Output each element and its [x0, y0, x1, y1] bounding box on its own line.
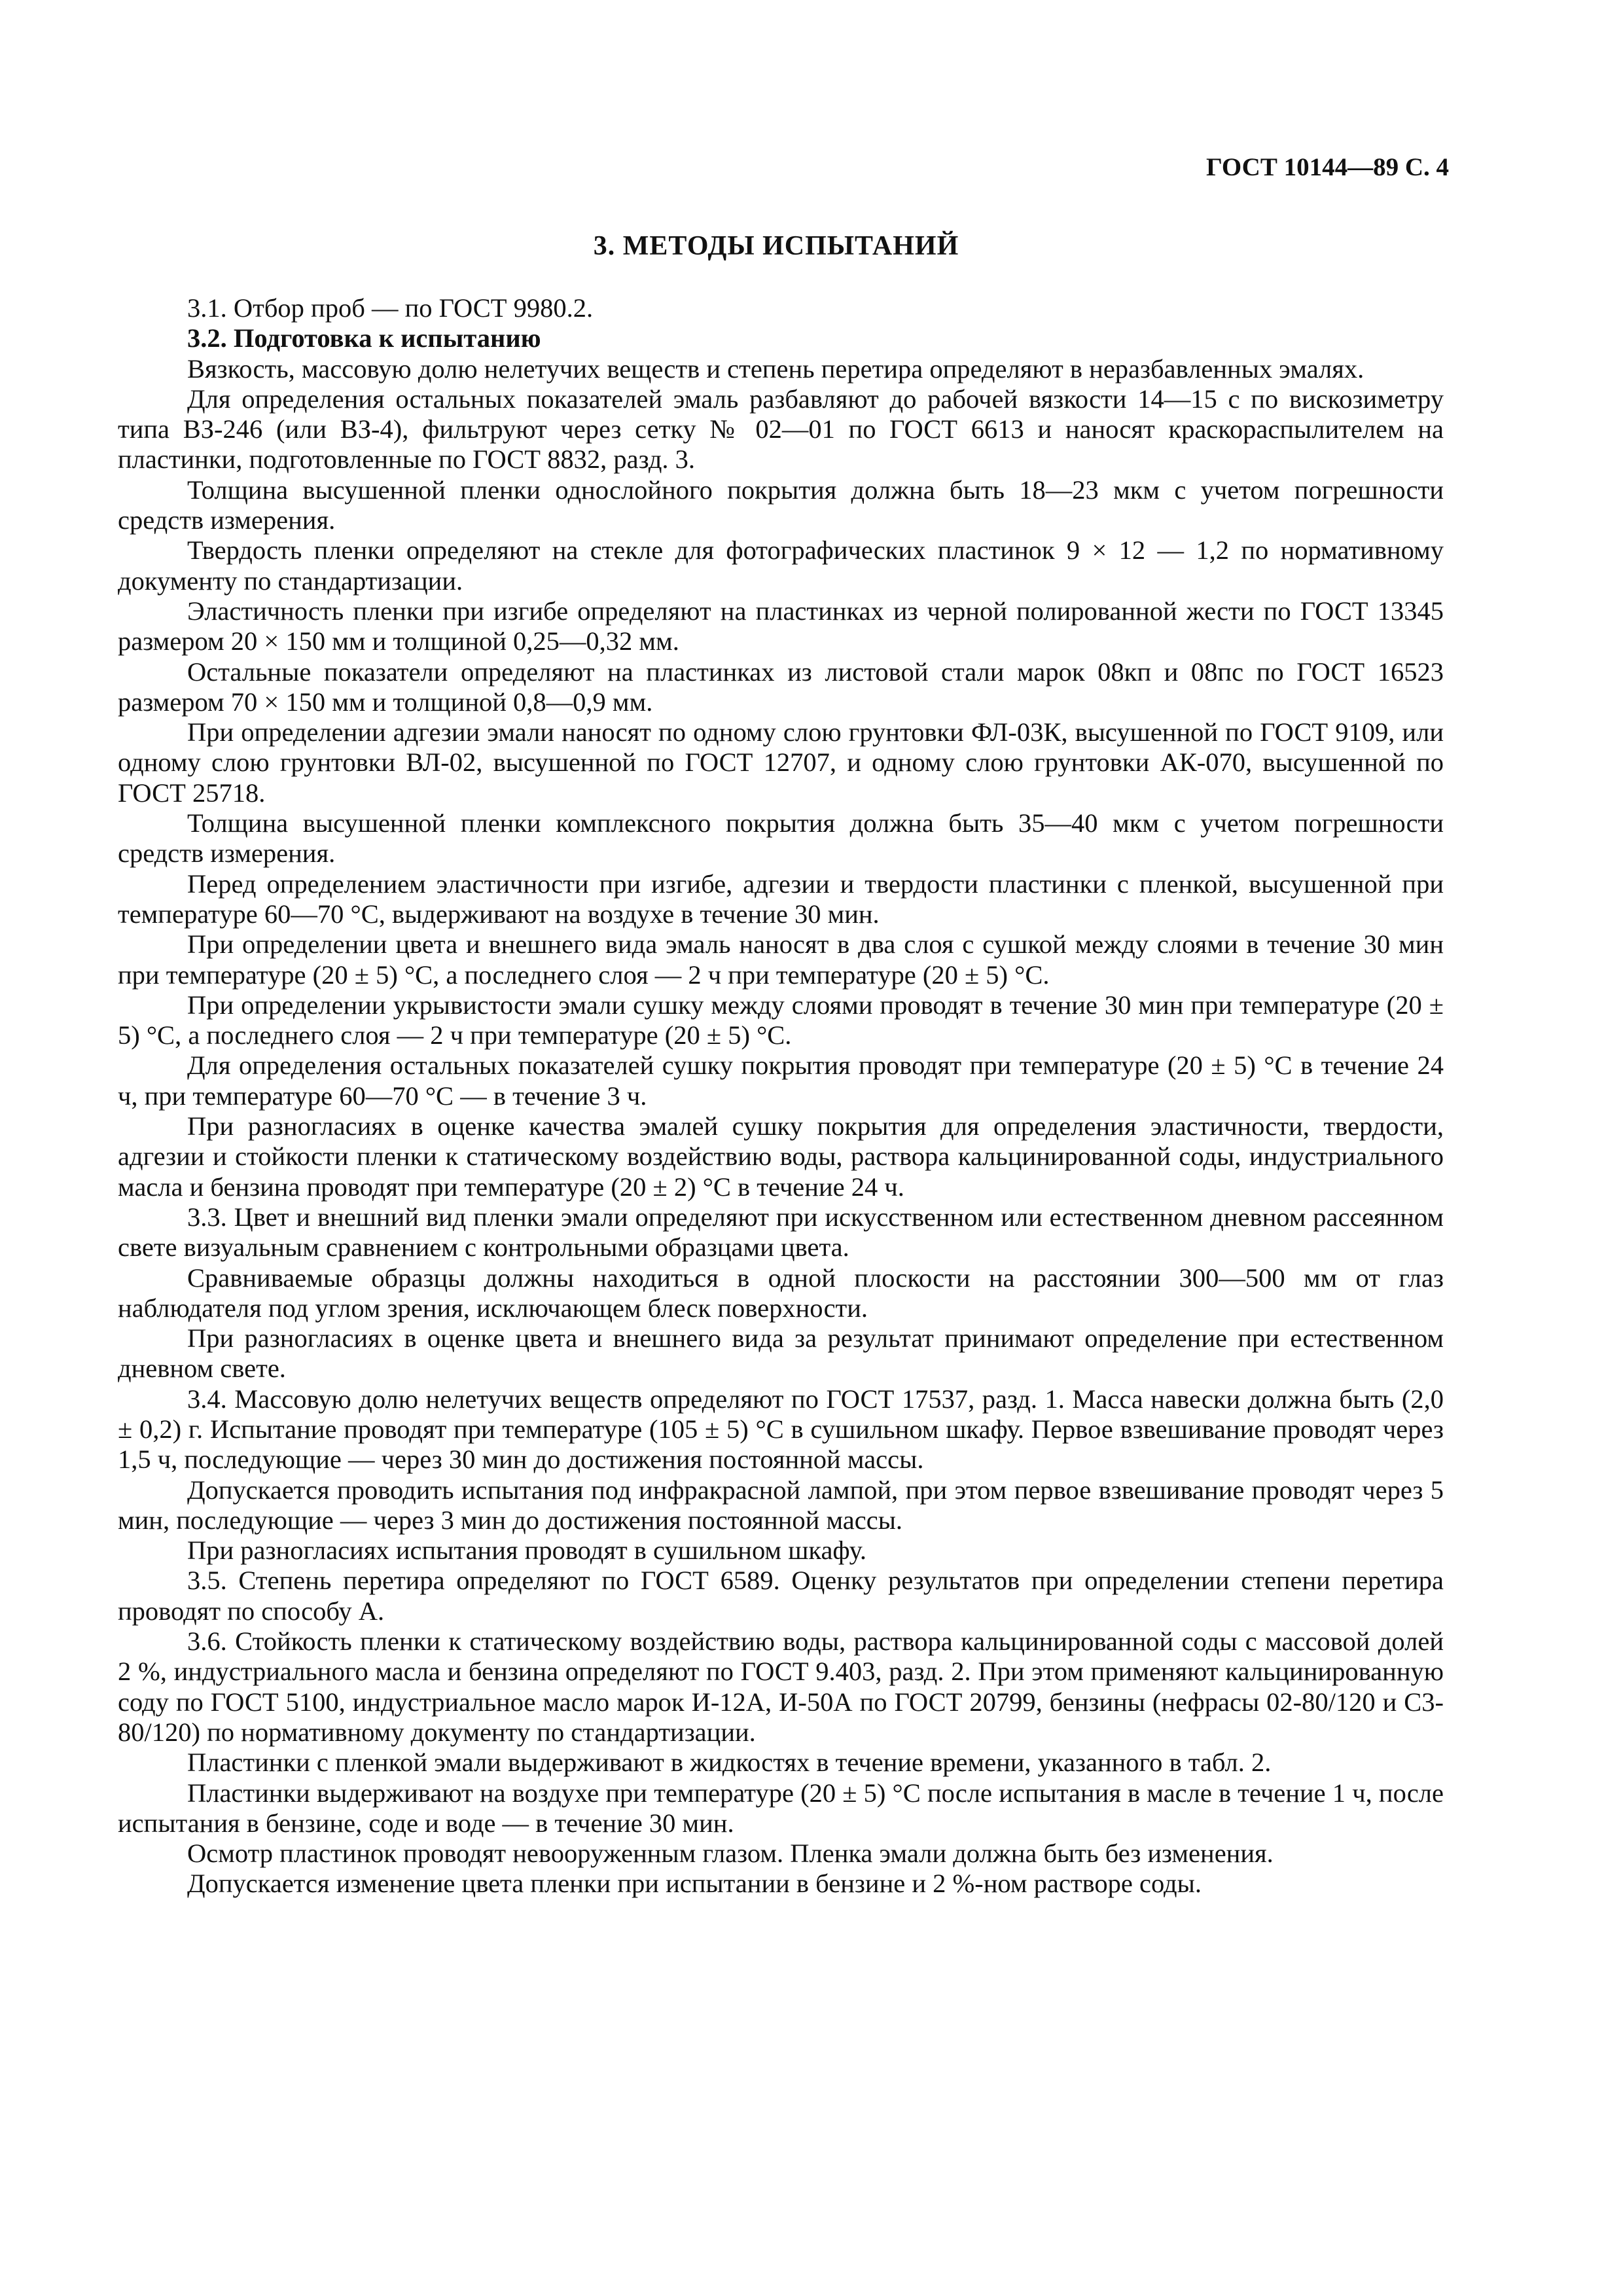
paragraph: При разногласиях в оценке качества эмалей сушку покрытия для определения эластичности, твердости, адгезии и стойкости пленки к статическому воздействию воды, раствора кальцинированной соды, индустриального масла и бензина проводят при температуре (20 ± 2) °С в течение 24 ч.	[118, 1111, 1444, 1202]
paragraph-3-4: 3.4. Массовую долю нелетучих веществ определяют по ГОСТ 17537, разд. 1. Масса навески должна быть (2,0 ± 0,2) г. Испытание проводят при температуре (105 ± 5) °С в сушильном шкафу. Первое взвешивание проводят через 1,5 ч, последующие — через 30 мин до достижения постоянной массы.	[118, 1384, 1444, 1475]
paragraph: При определении цвета и внешнего вида эмаль наносят в два слоя с сушкой между слоями в течение 30 мин при температуре (20 ± 5) °С, а последнего слоя — 2 ч при температуре (20 ± 5) °С.	[118, 929, 1444, 990]
paragraph: При разногласиях испытания проводят в сушильном шкафу.	[187, 1535, 866, 1566]
subsection-heading-3-2: 3.2. Подготовка к испытанию	[187, 323, 541, 353]
paragraph-3-5: 3.5. Степень перетира определяют по ГОСТ 6589. Оценку результатов при определении степени перетира проводят по способу А.	[118, 1566, 1444, 1626]
paragraph: Пластинки выдерживают на воздухе при температуре (20 ± 5) °С после испытания в масле в течение 1 ч, после испытания в бензине, соде и воде — в течение 30 мин.	[118, 1778, 1444, 1838]
paragraph: Вязкость, массовую долю нелетучих веществ и степень перетира определяют в неразбавленных эмалях.	[187, 353, 1364, 384]
paragraph: Допускается проводить испытания под инфракрасной лампой, при этом первое взвешивание проводят через 5 мин, последующие — через 3 мин до достижения постоянной массы.	[118, 1475, 1444, 1535]
paragraph: Твердость пленки определяют на стекле для фотографических пластинок 9 × 12 — 1,2 по нормативному документу по стандартизации.	[118, 535, 1444, 596]
paragraph: Для определения остальных показателей сушку покрытия проводят при температуре (20 ± 5) °С в течение 24 ч, при температуре 60—70 °С — в течение 3 ч.	[118, 1050, 1444, 1111]
paragraph: При определении адгезии эмали наносят по одному слою грунтовки ФЛ-03К, высушенной по ГОСТ 9109, или одному слою грунтовки ВЛ-02, высушенной по ГОСТ 12707, и одному слою грунтовки АК-070, высушенной по ГОСТ 25718.	[118, 717, 1444, 808]
paragraph: Перед определением эластичности при изгибе, адгезии и твердости пластинки с пленкой, высушенной при температуре 60—70 °С, выдерживают на воздухе в течение 30 мин.	[118, 869, 1444, 929]
paragraph: Эластичность пленки при изгибе определяют на пластинках из черной полированной жести по ГОСТ 13345 размером 20 × 150 мм и толщиной 0,25—0,32 мм.	[118, 596, 1444, 656]
paragraph: Толщина высушенной пленки комплексного покрытия должна быть 35—40 мкм с учетом погрешности средств измерения.	[118, 808, 1444, 869]
body-text	[118, 293, 1444, 1899]
paragraph: Пластинки с пленкой эмали выдерживают в жидкостях в течение времени, указанного в табл. 2.	[187, 1748, 1272, 1778]
paragraph-3-3: 3.3. Цвет и внешний вид пленки эмали определяют при искусственном или естественном дневном рассеянном свете визуальным сравнением с контрольными образцами цвета.	[118, 1202, 1444, 1263]
paragraph-3-6: 3.6. Стойкость пленки к статическому воздействию воды, раствора кальцинированной соды с массовой долей 2 %, индустриального масла и бензина определяют по ГОСТ 9.403, разд. 2. При этом применяют кальцинированную соду по ГОСТ 5100, индустриальное масло марок И-12А, И-50А по ГОСТ 20799, бензины (нефрасы 02-80/120 и С3-80/120) по нормативному документу по стандартизации.	[118, 1626, 1444, 1747]
section-title: 3. МЕТОДЫ ИСПЫТАНИЙ	[593, 231, 959, 261]
paragraph: При разногласиях в оценке цвета и внешнего вида за результат принимают определение при естественном дневном свете.	[118, 1323, 1444, 1384]
paragraph: Осмотр пластинок проводят невооруженным глазом. Пленка эмали должна быть без изменения.	[187, 1839, 1274, 1869]
paragraph-3-1: 3.1. Отбор проб — по ГОСТ 9980.2.	[187, 293, 594, 323]
paragraph: Сравниваемые образцы должны находиться в одной плоскости на расстоянии 300—500 мм от глаз наблюдателя под углом зрения, исключающем блеск поверхности.	[118, 1263, 1444, 1323]
running-header: ГОСТ 10144—89 С. 4	[1206, 153, 1449, 181]
paragraph: При определении укрывистости эмали сушку между слоями проводят в течение 30 мин при температуре (20 ± 5) °С, а последнего слоя — 2 ч при температуре (20 ± 5) °С.	[118, 990, 1444, 1050]
paragraph: Для определения остальных показателей эмаль разбавляют до рабочей вязкости 14—15 с по вискозиметру типа ВЗ-246 (или ВЗ-4), фильтруют через сетку № 02—01 по ГОСТ 6613 и наносят краскораспылителем на пластинки, подготовленные по ГОСТ 8832, разд. 3.	[118, 384, 1444, 475]
paragraph: Допускается изменение цвета пленки при испытании в бензине и 2 %-ном растворе соды.	[187, 1869, 1202, 1899]
paragraph: Толщина высушенной пленки однослойного покрытия должна быть 18—23 мкм с учетом погрешности средств измерения.	[118, 475, 1444, 535]
paragraph: Остальные показатели определяют на пластинках из листовой стали марок 08кп и 08пс по ГОСТ 16523 размером 70 × 150 мм и толщиной 0,8—0,9 мм.	[118, 656, 1444, 717]
